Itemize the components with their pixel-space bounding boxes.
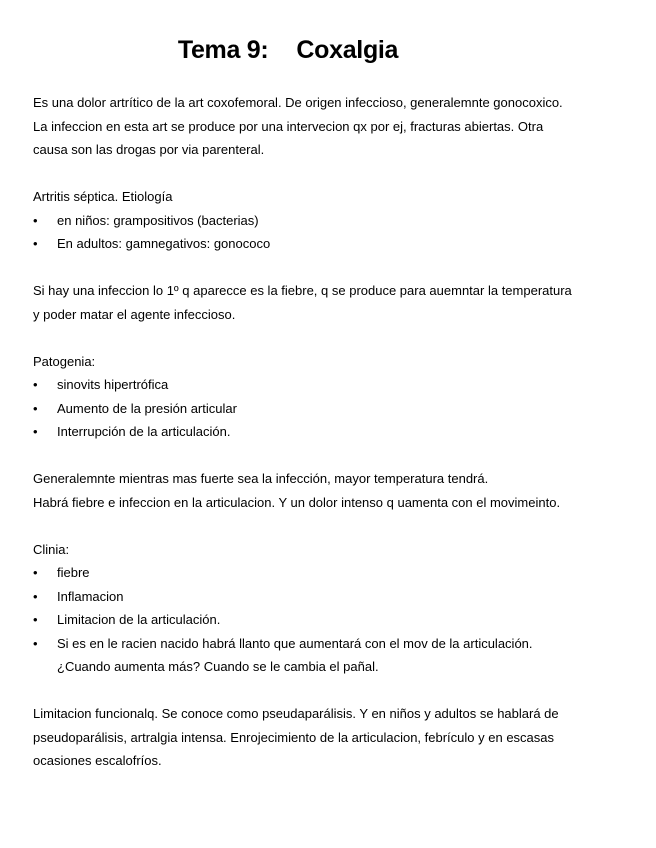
text-line: Habrá fiebre e infeccion en la articulacion. Y un dolor intenso q uamenta con el movimeinto. [33, 494, 561, 510]
list-item: • Interrupción de la articulación. [33, 420, 633, 444]
text-line: Limitacion funcionalq. Se conoce como pseudaparálisis. Y en niños y adultos se hablará de [33, 706, 559, 721]
page-title [0, 36, 576, 65]
title-name: Coxalgia [296, 36, 399, 64]
text-line: pseudoparálisis, artralgia intensa. Enrojecimiento de la articulacion, febrículo y en escasas [33, 729, 555, 745]
section-heading: Artritis séptica. Etiología [33, 189, 173, 204]
etiology-section [33, 185, 633, 256]
bullet-list [33, 209, 633, 256]
list-item: • En adultos: gamnegativos: gonococo [33, 232, 633, 256]
text-line: Generalemnte mientras mas fuerte sea la infección, mayor temperatura tendrá. [33, 471, 489, 486]
clinical-section [33, 538, 633, 679]
text-line: causa son las drogas por via parenteral. [33, 142, 265, 157]
list-item: • Aumento de la presión articular [33, 397, 633, 421]
document-body [33, 91, 633, 773]
list-item-text: Si es en le racien nacido habrá llanto que aumentará con el mov de la articulación. [57, 635, 533, 651]
list-item: • Limitacion de la articulación. [33, 608, 633, 632]
text-line: Es una dolor artrítico de la art coxofemoral. De origen infeccioso, generalemnte gonocoxico. [33, 95, 563, 110]
text-line: La infeccion en esta art se produce por una intervecion qx por ej, fracturas abiertas. Otra [33, 118, 544, 134]
bullet-list [33, 373, 633, 444]
list-item: • sinovits hipertrófica [33, 373, 633, 397]
text-line: y poder matar el agente infeccioso. [33, 306, 236, 322]
section-heading: Clinia: [33, 541, 70, 557]
limitation-paragraph [33, 702, 633, 773]
text-line: Si hay una infeccion lo 1º q aparecce es la fiebre, q se produce para auemntar la temperatura [33, 283, 572, 298]
list-item: • Inflamacion [33, 585, 633, 609]
intro-paragraph [33, 91, 633, 162]
list-item-continuation: ¿Cuando aumenta más? Cuando se le cambia el pañal. [57, 659, 379, 674]
pathogenesis-section [33, 350, 633, 444]
section-heading: Patogenia: [33, 353, 96, 369]
list-item: • fiebre [33, 561, 633, 585]
fever-paragraph [33, 279, 633, 326]
title-number: Tema 9: [177, 36, 269, 64]
text-line: ocasiones escalofríos. [33, 753, 162, 768]
list-item [33, 632, 633, 679]
bullet-list [33, 561, 633, 679]
general-paragraph [33, 467, 633, 514]
list-item: • en niños: grampositivos (bacterias) [33, 209, 633, 233]
